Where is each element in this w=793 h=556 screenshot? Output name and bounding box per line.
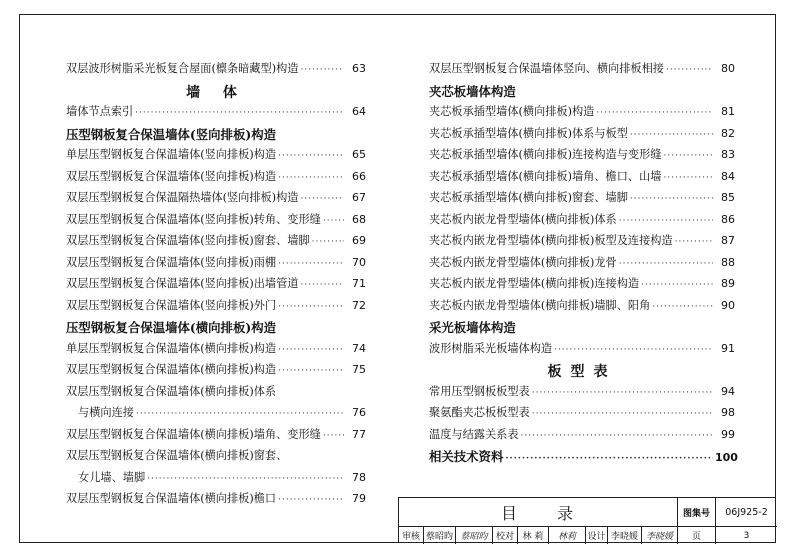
toc-entry bbox=[66, 383, 366, 405]
page-number: 91 bbox=[721, 341, 735, 355]
toc-entry-text: 聚氨酯夹芯板板型表 bbox=[429, 406, 530, 419]
review-label: 审核 bbox=[399, 527, 424, 544]
toc-entry-text: 夹芯板内嵌龙骨型墙体(横向排板)龙骨 bbox=[429, 255, 617, 269]
toc-entry-text: 双层压型钢板复合保温墙体(竖向排板)构造 bbox=[66, 169, 277, 183]
toc-entry-text: 夹芯板承插型墙体(横向排板)连接构造与变形缝 bbox=[429, 148, 662, 161]
leader-dots bbox=[521, 431, 713, 441]
toc-entry bbox=[429, 103, 735, 125]
section-heading bbox=[429, 318, 735, 340]
leader-dots bbox=[323, 216, 344, 226]
toc-entry bbox=[429, 125, 735, 147]
leader-dots bbox=[278, 366, 344, 376]
toc-entry-text: 夹芯板内嵌龙骨型墙体(横向排板)体系 bbox=[429, 212, 617, 226]
leader-dots bbox=[278, 495, 344, 505]
leader-dots bbox=[312, 237, 344, 247]
toc-entry bbox=[429, 383, 735, 405]
toc-entry-text: 常用压型钢板板型表 bbox=[429, 384, 530, 398]
page-number: 68 bbox=[352, 212, 366, 226]
toc-entry bbox=[66, 340, 366, 362]
page-number: 3 bbox=[743, 530, 750, 541]
toc-entry-text: 单层压型钢板复合保温墙体(横向排板)构造 bbox=[66, 341, 277, 355]
proof-label: 校对 bbox=[493, 527, 518, 544]
designer-name: 李晓媛 bbox=[608, 527, 642, 544]
leader-dots bbox=[323, 431, 344, 441]
toc-entry-text: 双层压型钢板复合保温墙体(横向排板)檐口 bbox=[66, 492, 277, 505]
toc-entry bbox=[66, 361, 366, 383]
toc-entry bbox=[429, 168, 735, 190]
page-number: 87 bbox=[721, 234, 735, 247]
toc-entry-text: 双层压型钢板复合保温墙体(横向排板)窗套、 bbox=[66, 449, 288, 462]
leader-dots bbox=[300, 194, 344, 204]
toc-entry-text: 双层压型钢板复合保温墙体(竖向排板)出墙管道 bbox=[66, 277, 299, 290]
leader-dots bbox=[619, 216, 713, 226]
leader-dots bbox=[505, 454, 713, 464]
page-number: 77 bbox=[352, 427, 366, 441]
toc-entry bbox=[66, 490, 366, 512]
toc-entry bbox=[66, 275, 366, 297]
toc-entry bbox=[429, 404, 735, 426]
section-heading-text: 压型钢板复合保温墙体(横向排板)构造 bbox=[66, 320, 276, 335]
section-heading-text: 采光板墙体构造 bbox=[429, 320, 516, 335]
toc-entry-text: 双层波形树脂采光板复合屋面(檩条暗藏型)构造 bbox=[66, 62, 299, 75]
toc-entry-text: 双层压型钢板复合保温隔热墙体(竖向排板)构造 bbox=[66, 191, 299, 204]
page-label: 页 bbox=[678, 527, 716, 544]
leader-dots bbox=[147, 474, 344, 484]
leader-dots bbox=[596, 108, 713, 118]
section-heading-text: 相关技术资料 bbox=[429, 449, 504, 464]
toc-entry bbox=[66, 426, 366, 448]
toc-left-column bbox=[66, 60, 366, 512]
page-number: 83 bbox=[721, 148, 735, 161]
leader-dots bbox=[278, 259, 344, 269]
toc-entry bbox=[429, 189, 735, 211]
section-heading bbox=[429, 447, 738, 469]
leader-dots bbox=[652, 302, 713, 312]
page-number: 81 bbox=[721, 105, 735, 118]
page-number: 85 bbox=[721, 191, 735, 204]
page-number: 75 bbox=[352, 363, 366, 376]
toc-entry-text: 夹芯板承插型墙体(横向排板)体系与板型 bbox=[429, 126, 628, 140]
toc-entry-text: 单层压型钢板复合保温墙体(竖向排板)构造 bbox=[66, 148, 277, 161]
leader-dots bbox=[675, 237, 713, 247]
designer-signature: 李晓媛 bbox=[642, 527, 678, 544]
page-number: 98 bbox=[721, 406, 735, 419]
leader-dots bbox=[300, 280, 344, 290]
leader-dots bbox=[278, 302, 344, 312]
toc-entry-text: 双层压型钢板复合保温墙体(竖向排板)转角、变形缝 bbox=[66, 212, 321, 226]
toc-entry bbox=[66, 60, 366, 82]
page-number: 64 bbox=[352, 105, 366, 118]
toc-entry bbox=[429, 146, 735, 168]
page-number: 67 bbox=[352, 191, 366, 204]
section-heading-text: 夹芯板墙体构造 bbox=[429, 83, 516, 99]
leader-dots bbox=[278, 345, 344, 355]
leader-dots bbox=[554, 345, 713, 355]
page-number: 86 bbox=[721, 212, 735, 226]
page-number: 69 bbox=[352, 234, 366, 247]
reviewer-signature: 蔡昭昀 bbox=[456, 527, 493, 544]
page-number: 78 bbox=[352, 470, 366, 484]
leader-dots bbox=[663, 173, 713, 183]
toc-entry bbox=[429, 275, 735, 297]
leader-dots bbox=[641, 280, 713, 290]
reviewer-name: 蔡昭昀 bbox=[424, 527, 456, 544]
toc-entry bbox=[66, 103, 366, 125]
page-number: 74 bbox=[352, 341, 366, 355]
toc-entry bbox=[66, 189, 366, 211]
leader-dots bbox=[278, 151, 344, 161]
section-heading: 板型表 bbox=[547, 364, 617, 380]
design-label: 设计 bbox=[586, 527, 608, 544]
toc-entry-text: 夹芯板承插型墙体(横向排板)墙角、檐口、山墙 bbox=[429, 169, 662, 183]
proofreader-name: 林 莉 bbox=[518, 527, 549, 544]
toc-entry bbox=[429, 232, 735, 254]
toc-entry bbox=[429, 254, 735, 276]
toc-entry-text: 双层压型钢板复合保温墙体(竖向排板)外门 bbox=[66, 298, 277, 312]
toc-entry-text: 夹芯板承插型墙体(横向排板)窗套、墙脚 bbox=[429, 191, 628, 204]
leader-dots bbox=[278, 173, 344, 183]
toc-entry-text: 双层压型钢板复合保温墙体(横向排板)构造 bbox=[66, 363, 277, 376]
toc-right-column bbox=[429, 60, 738, 469]
toc-entry bbox=[66, 447, 366, 469]
page-number: 79 bbox=[352, 492, 366, 505]
toc-entry-text: 双层压型钢板复合保温墙体竖向、横向排板相接 bbox=[429, 62, 664, 75]
atlas-number-label: 图集号 bbox=[678, 498, 716, 527]
section-heading: 墙 体 bbox=[186, 84, 246, 101]
leader-dots bbox=[136, 409, 344, 419]
leader-dots bbox=[619, 259, 713, 269]
section-heading-text: 压型钢板复合保温墙体(竖向排板)构造 bbox=[66, 126, 276, 142]
toc-entry-text: 与横向连接 bbox=[78, 406, 134, 419]
page-number: 65 bbox=[352, 148, 366, 161]
page-number: 76 bbox=[352, 406, 366, 419]
page-number: 72 bbox=[352, 298, 366, 312]
leader-dots bbox=[630, 194, 713, 204]
toc-entry bbox=[66, 469, 366, 491]
toc-entry bbox=[66, 168, 366, 190]
toc-entry bbox=[66, 297, 366, 319]
page-number: 82 bbox=[721, 126, 735, 140]
proofreader-signature: 林莉 bbox=[549, 527, 586, 544]
title-block bbox=[398, 497, 776, 543]
toc-entry-text: 双层压型钢板复合保温墙体(横向排板)墙角、变形缝 bbox=[66, 427, 321, 441]
page-number: 90 bbox=[721, 298, 735, 312]
page-number: 70 bbox=[352, 255, 366, 269]
page-number: 66 bbox=[352, 169, 366, 183]
toc-entry bbox=[429, 211, 735, 233]
toc-entry-text: 夹芯板内嵌龙骨型墙体(横向排板)墙脚、阳角 bbox=[429, 298, 651, 312]
toc-entry-text: 夹芯板内嵌龙骨型墙体(横向排板)连接构造 bbox=[429, 277, 640, 290]
page-number: 84 bbox=[721, 169, 735, 183]
leader-dots bbox=[630, 130, 713, 140]
page-number: 100 bbox=[715, 451, 738, 464]
toc-entry-text: 墙体节点索引 bbox=[66, 105, 134, 118]
page-number: 80 bbox=[721, 62, 735, 75]
toc-entry bbox=[66, 404, 366, 426]
toc-entry-text: 夹芯板内嵌龙骨型墙体(横向排板)板型及连接构造 bbox=[429, 234, 673, 247]
toc-entry bbox=[66, 146, 366, 168]
page-number: 63 bbox=[352, 62, 366, 75]
toc-entry bbox=[66, 211, 366, 233]
page-number: 71 bbox=[352, 277, 366, 290]
leader-dots bbox=[532, 388, 713, 398]
leader-dots bbox=[135, 108, 344, 118]
section-heading bbox=[429, 82, 735, 104]
toc-entry-text: 女儿墙、墙脚 bbox=[78, 470, 146, 484]
section-heading bbox=[66, 125, 366, 147]
toc-entry-text: 双层压型钢板复合保温墙体(竖向排板)窗套、墙脚 bbox=[66, 234, 310, 247]
toc-entry bbox=[429, 340, 735, 362]
toc-entry bbox=[429, 297, 735, 319]
toc-entry bbox=[66, 232, 366, 254]
toc-entry-text: 夹芯板承插型墙体(横向排板)构造 bbox=[429, 105, 595, 118]
leader-dots bbox=[663, 151, 713, 161]
leader-dots bbox=[532, 409, 713, 419]
page-number: 88 bbox=[721, 255, 735, 269]
toc-entry bbox=[429, 426, 735, 448]
page-number: 89 bbox=[721, 277, 735, 290]
toc-entry bbox=[429, 60, 735, 82]
leader-dots bbox=[300, 65, 344, 75]
atlas-number: 06J925-2 bbox=[716, 498, 777, 527]
toc-entry-text: 双层压型钢板复合保温墙体(竖向排板)雨棚 bbox=[66, 255, 277, 269]
toc-entry-text: 双层压型钢板复合保温墙体(横向排板)体系 bbox=[66, 384, 277, 398]
page-number: 94 bbox=[721, 384, 735, 398]
title-block-title: 目录 bbox=[399, 498, 678, 527]
toc-entry-text: 温度与结露关系表 bbox=[429, 427, 519, 441]
section-heading bbox=[66, 318, 366, 340]
toc-entry-text: 波形树脂采光板墙体构造 bbox=[429, 341, 553, 355]
leader-dots bbox=[666, 65, 713, 75]
page-number: 99 bbox=[721, 427, 735, 441]
toc-entry bbox=[66, 254, 366, 276]
